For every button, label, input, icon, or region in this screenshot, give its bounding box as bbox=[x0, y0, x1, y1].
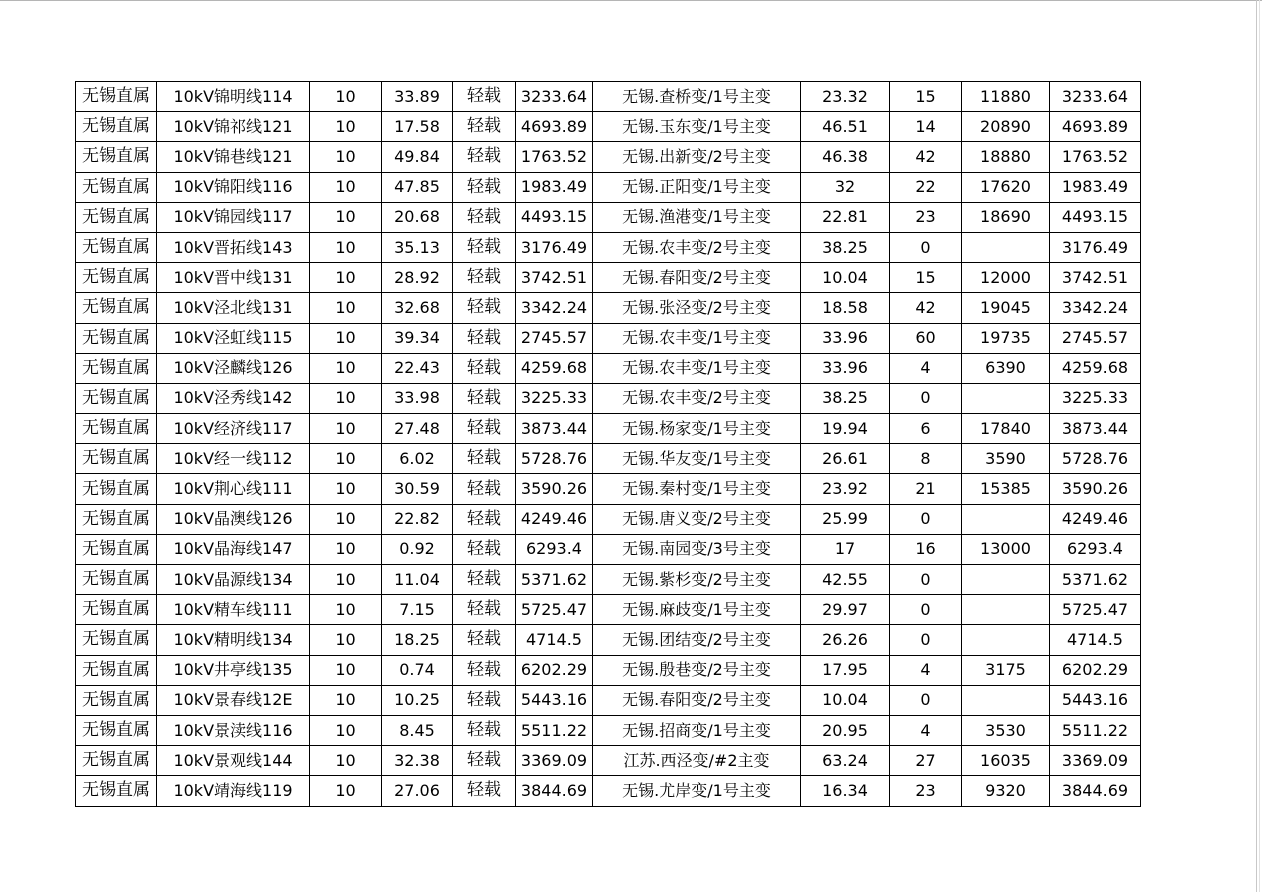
transformer-cell: 无锡.农丰变/2号主变 bbox=[593, 383, 801, 413]
load-status-cell: 轻载 bbox=[453, 142, 516, 172]
transformer-cell: 无锡.渔港变/1号主变 bbox=[593, 202, 801, 232]
transformer-load-cell: 23.92 bbox=[801, 474, 890, 504]
load-rate-cell: 18.25 bbox=[382, 625, 453, 655]
user-capacity-cell: 3175 bbox=[962, 655, 1050, 685]
table-row bbox=[76, 534, 1141, 564]
transformer-load-cell: 25.99 bbox=[801, 504, 890, 534]
feeder-name-cell: 10kV靖海线119 bbox=[157, 776, 310, 806]
load-status-cell: 轻载 bbox=[453, 776, 516, 806]
user-count-cell: 8 bbox=[890, 444, 962, 474]
load-status-cell: 轻载 bbox=[453, 82, 516, 112]
capacity-cell: 5443.16 bbox=[516, 685, 593, 715]
load-status-cell: 轻载 bbox=[453, 232, 516, 262]
load-status-cell: 轻载 bbox=[453, 595, 516, 625]
load-rate-cell: 47.85 bbox=[382, 172, 453, 202]
load-status-cell: 轻载 bbox=[453, 565, 516, 595]
available-capacity-cell: 3225.33 bbox=[1050, 383, 1141, 413]
company-cell: 无锡直属 bbox=[76, 595, 157, 625]
available-capacity-cell: 3369.09 bbox=[1050, 746, 1141, 776]
capacity-cell: 4693.89 bbox=[516, 112, 593, 142]
voltage-cell: 10 bbox=[310, 715, 382, 745]
available-capacity-cell: 3742.51 bbox=[1050, 263, 1141, 293]
table-row bbox=[76, 112, 1141, 142]
available-capacity-cell: 1763.52 bbox=[1050, 142, 1141, 172]
voltage-cell: 10 bbox=[310, 534, 382, 564]
load-rate-cell: 32.68 bbox=[382, 293, 453, 323]
voltage-cell: 10 bbox=[310, 746, 382, 776]
table-row bbox=[76, 172, 1141, 202]
table-row bbox=[76, 565, 1141, 595]
company-cell: 无锡直属 bbox=[76, 715, 157, 745]
voltage-cell: 10 bbox=[310, 504, 382, 534]
available-capacity-cell: 4493.15 bbox=[1050, 202, 1141, 232]
transformer-load-cell: 16.34 bbox=[801, 776, 890, 806]
table-row bbox=[76, 685, 1141, 715]
feeder-name-cell: 10kV锦祁线121 bbox=[157, 112, 310, 142]
capacity-cell: 3225.33 bbox=[516, 383, 593, 413]
user-count-cell: 42 bbox=[890, 142, 962, 172]
load-status-cell: 轻载 bbox=[453, 655, 516, 685]
capacity-cell: 5728.76 bbox=[516, 444, 593, 474]
available-capacity-cell: 3590.26 bbox=[1050, 474, 1141, 504]
user-count-cell: 0 bbox=[890, 504, 962, 534]
voltage-cell: 10 bbox=[310, 414, 382, 444]
transformer-cell: 无锡.正阳变/1号主变 bbox=[593, 172, 801, 202]
user-count-cell: 0 bbox=[890, 383, 962, 413]
capacity-cell: 2745.57 bbox=[516, 323, 593, 353]
load-status-cell: 轻载 bbox=[453, 323, 516, 353]
load-rate-cell: 49.84 bbox=[382, 142, 453, 172]
user-count-cell: 0 bbox=[890, 685, 962, 715]
feeder-name-cell: 10kV泾虹线115 bbox=[157, 323, 310, 353]
transformer-cell: 无锡.团结变/2号主变 bbox=[593, 625, 801, 655]
load-status-cell: 轻载 bbox=[453, 353, 516, 383]
available-capacity-cell: 1983.49 bbox=[1050, 172, 1141, 202]
load-status-cell: 轻载 bbox=[453, 293, 516, 323]
user-capacity-cell: 6390 bbox=[962, 353, 1050, 383]
table-row bbox=[76, 82, 1141, 112]
available-capacity-cell: 3873.44 bbox=[1050, 414, 1141, 444]
user-capacity-cell: 3530 bbox=[962, 715, 1050, 745]
user-count-cell: 4 bbox=[890, 715, 962, 745]
transformer-load-cell: 26.26 bbox=[801, 625, 890, 655]
load-rate-cell: 0.74 bbox=[382, 655, 453, 685]
transformer-cell: 无锡.麻歧变/1号主变 bbox=[593, 595, 801, 625]
available-capacity-cell: 5371.62 bbox=[1050, 565, 1141, 595]
user-capacity-cell: 3590 bbox=[962, 444, 1050, 474]
company-cell: 无锡直属 bbox=[76, 293, 157, 323]
load-status-cell: 轻载 bbox=[453, 746, 516, 776]
capacity-cell: 6293.4 bbox=[516, 534, 593, 564]
voltage-cell: 10 bbox=[310, 655, 382, 685]
transformer-cell: 无锡.春阳变/2号主变 bbox=[593, 263, 801, 293]
available-capacity-cell: 5725.47 bbox=[1050, 595, 1141, 625]
table-row bbox=[76, 504, 1141, 534]
company-cell: 无锡直属 bbox=[76, 112, 157, 142]
available-capacity-cell: 4693.89 bbox=[1050, 112, 1141, 142]
user-count-cell: 4 bbox=[890, 353, 962, 383]
transformer-load-cell: 26.61 bbox=[801, 444, 890, 474]
load-status-cell: 轻载 bbox=[453, 263, 516, 293]
user-capacity-cell bbox=[962, 565, 1050, 595]
load-status-cell: 轻载 bbox=[453, 383, 516, 413]
table-row bbox=[76, 715, 1141, 745]
transformer-load-cell: 46.38 bbox=[801, 142, 890, 172]
feeder-name-cell: 10kV荆心线111 bbox=[157, 474, 310, 504]
transformer-cell: 无锡.查桥变/1号主变 bbox=[593, 82, 801, 112]
load-rate-cell: 6.02 bbox=[382, 444, 453, 474]
company-cell: 无锡直属 bbox=[76, 263, 157, 293]
capacity-cell: 5511.22 bbox=[516, 715, 593, 745]
user-capacity-cell: 9320 bbox=[962, 776, 1050, 806]
transformer-cell: 无锡.农丰变/2号主变 bbox=[593, 232, 801, 262]
page-right-edge bbox=[1256, 0, 1257, 892]
table-row bbox=[76, 293, 1141, 323]
load-rate-cell: 27.48 bbox=[382, 414, 453, 444]
page-right-edge-shadow bbox=[1259, 0, 1260, 892]
table-row bbox=[76, 595, 1141, 625]
load-rate-cell: 22.82 bbox=[382, 504, 453, 534]
company-cell: 无锡直属 bbox=[76, 746, 157, 776]
transformer-load-cell: 33.96 bbox=[801, 323, 890, 353]
load-rate-cell: 0.92 bbox=[382, 534, 453, 564]
transformer-cell: 无锡.紫杉变/2号主变 bbox=[593, 565, 801, 595]
company-cell: 无锡直属 bbox=[76, 323, 157, 353]
transformer-load-cell: 10.04 bbox=[801, 685, 890, 715]
transformer-load-cell: 17 bbox=[801, 534, 890, 564]
company-cell: 无锡直属 bbox=[76, 504, 157, 534]
user-capacity-cell bbox=[962, 685, 1050, 715]
transformer-cell: 无锡.招商变/1号主变 bbox=[593, 715, 801, 745]
load-rate-cell: 32.38 bbox=[382, 746, 453, 776]
table-row bbox=[76, 474, 1141, 504]
user-capacity-cell bbox=[962, 625, 1050, 655]
transformer-cell: 无锡.殷巷变/2号主变 bbox=[593, 655, 801, 685]
available-capacity-cell: 3844.69 bbox=[1050, 776, 1141, 806]
voltage-cell: 10 bbox=[310, 776, 382, 806]
user-count-cell: 0 bbox=[890, 595, 962, 625]
load-status-cell: 轻载 bbox=[453, 625, 516, 655]
user-capacity-cell bbox=[962, 232, 1050, 262]
table-row bbox=[76, 776, 1141, 806]
feeder-name-cell: 10kV锦园线117 bbox=[157, 202, 310, 232]
available-capacity-cell: 6202.29 bbox=[1050, 655, 1141, 685]
feeder-name-cell: 10kV景春线12E bbox=[157, 685, 310, 715]
user-count-cell: 0 bbox=[890, 565, 962, 595]
table-row bbox=[76, 383, 1141, 413]
company-cell: 无锡直属 bbox=[76, 474, 157, 504]
user-capacity-cell: 16035 bbox=[962, 746, 1050, 776]
table-row bbox=[76, 202, 1141, 232]
feeder-name-cell: 10kV晶海线147 bbox=[157, 534, 310, 564]
voltage-cell: 10 bbox=[310, 685, 382, 715]
load-status-cell: 轻载 bbox=[453, 685, 516, 715]
load-status-cell: 轻载 bbox=[453, 474, 516, 504]
capacity-cell: 1983.49 bbox=[516, 172, 593, 202]
voltage-cell: 10 bbox=[310, 474, 382, 504]
capacity-cell: 4714.5 bbox=[516, 625, 593, 655]
capacity-cell: 3233.64 bbox=[516, 82, 593, 112]
available-capacity-cell: 5728.76 bbox=[1050, 444, 1141, 474]
feeder-name-cell: 10kV精车线111 bbox=[157, 595, 310, 625]
transformer-load-cell: 18.58 bbox=[801, 293, 890, 323]
user-count-cell: 22 bbox=[890, 172, 962, 202]
user-count-cell: 15 bbox=[890, 263, 962, 293]
table-row bbox=[76, 444, 1141, 474]
load-status-cell: 轻载 bbox=[453, 534, 516, 564]
transformer-load-cell: 22.81 bbox=[801, 202, 890, 232]
load-rate-cell: 7.15 bbox=[382, 595, 453, 625]
user-count-cell: 23 bbox=[890, 202, 962, 232]
user-count-cell: 16 bbox=[890, 534, 962, 564]
capacity-cell: 1763.52 bbox=[516, 142, 593, 172]
available-capacity-cell: 2745.57 bbox=[1050, 323, 1141, 353]
user-count-cell: 4 bbox=[890, 655, 962, 685]
feeder-name-cell: 10kV泾秀线142 bbox=[157, 383, 310, 413]
voltage-cell: 10 bbox=[310, 142, 382, 172]
transformer-cell: 无锡.唐义变/2号主变 bbox=[593, 504, 801, 534]
transformer-load-cell: 33.96 bbox=[801, 353, 890, 383]
available-capacity-cell: 6293.4 bbox=[1050, 534, 1141, 564]
user-capacity-cell: 17840 bbox=[962, 414, 1050, 444]
feeder-name-cell: 10kV晋拓线143 bbox=[157, 232, 310, 262]
company-cell: 无锡直属 bbox=[76, 534, 157, 564]
table-row bbox=[76, 414, 1141, 444]
table-row bbox=[76, 323, 1141, 353]
voltage-cell: 10 bbox=[310, 112, 382, 142]
feeder-name-cell: 10kV晶源线134 bbox=[157, 565, 310, 595]
user-capacity-cell bbox=[962, 595, 1050, 625]
feeder-name-cell: 10kV锦阳线116 bbox=[157, 172, 310, 202]
user-capacity-cell: 20890 bbox=[962, 112, 1050, 142]
company-cell: 无锡直属 bbox=[76, 414, 157, 444]
user-count-cell: 15 bbox=[890, 82, 962, 112]
user-count-cell: 6 bbox=[890, 414, 962, 444]
feeder-name-cell: 10kV经济线117 bbox=[157, 414, 310, 444]
load-rate-cell: 27.06 bbox=[382, 776, 453, 806]
load-rate-cell: 10.25 bbox=[382, 685, 453, 715]
available-capacity-cell: 3176.49 bbox=[1050, 232, 1141, 262]
table-body bbox=[76, 82, 1141, 807]
capacity-cell: 3176.49 bbox=[516, 232, 593, 262]
user-count-cell: 23 bbox=[890, 776, 962, 806]
page-top-edge bbox=[0, 0, 1262, 1]
company-cell: 无锡直属 bbox=[76, 202, 157, 232]
transformer-load-cell: 17.95 bbox=[801, 655, 890, 685]
load-status-cell: 轻载 bbox=[453, 202, 516, 232]
feeder-name-cell: 10kV景观线144 bbox=[157, 746, 310, 776]
transformer-load-cell: 46.51 bbox=[801, 112, 890, 142]
available-capacity-cell: 3233.64 bbox=[1050, 82, 1141, 112]
user-capacity-cell: 18880 bbox=[962, 142, 1050, 172]
company-cell: 无锡直属 bbox=[76, 565, 157, 595]
feeder-name-cell: 10kV景渎线116 bbox=[157, 715, 310, 745]
transformer-cell: 无锡.南园变/3号主变 bbox=[593, 534, 801, 564]
user-capacity-cell bbox=[962, 383, 1050, 413]
table-row bbox=[76, 353, 1141, 383]
capacity-cell: 3742.51 bbox=[516, 263, 593, 293]
user-count-cell: 21 bbox=[890, 474, 962, 504]
transformer-load-cell: 38.25 bbox=[801, 383, 890, 413]
voltage-cell: 10 bbox=[310, 353, 382, 383]
table-row bbox=[76, 746, 1141, 776]
user-count-cell: 27 bbox=[890, 746, 962, 776]
load-status-cell: 轻载 bbox=[453, 444, 516, 474]
voltage-cell: 10 bbox=[310, 565, 382, 595]
feeder-name-cell: 10kV精明线134 bbox=[157, 625, 310, 655]
capacity-cell: 4249.46 bbox=[516, 504, 593, 534]
company-cell: 无锡直属 bbox=[76, 625, 157, 655]
transformer-cell: 无锡.华友变/1号主变 bbox=[593, 444, 801, 474]
load-rate-cell: 8.45 bbox=[382, 715, 453, 745]
user-count-cell: 60 bbox=[890, 323, 962, 353]
transformer-load-cell: 20.95 bbox=[801, 715, 890, 745]
voltage-cell: 10 bbox=[310, 383, 382, 413]
user-capacity-cell: 17620 bbox=[962, 172, 1050, 202]
feeder-load-table bbox=[75, 81, 1141, 807]
user-capacity-cell: 18690 bbox=[962, 202, 1050, 232]
transformer-load-cell: 42.55 bbox=[801, 565, 890, 595]
load-rate-cell: 33.89 bbox=[382, 82, 453, 112]
transformer-cell: 无锡.秦村变/1号主变 bbox=[593, 474, 801, 504]
load-rate-cell: 11.04 bbox=[382, 565, 453, 595]
company-cell: 无锡直属 bbox=[76, 685, 157, 715]
transformer-cell: 无锡.春阳变/2号主变 bbox=[593, 685, 801, 715]
user-capacity-cell bbox=[962, 504, 1050, 534]
capacity-cell: 6202.29 bbox=[516, 655, 593, 685]
transformer-cell: 无锡.玉东变/1号主变 bbox=[593, 112, 801, 142]
company-cell: 无锡直属 bbox=[76, 142, 157, 172]
load-status-cell: 轻载 bbox=[453, 715, 516, 745]
user-capacity-cell: 13000 bbox=[962, 534, 1050, 564]
transformer-load-cell: 10.04 bbox=[801, 263, 890, 293]
company-cell: 无锡直属 bbox=[76, 82, 157, 112]
capacity-cell: 3844.69 bbox=[516, 776, 593, 806]
transformer-load-cell: 32 bbox=[801, 172, 890, 202]
table-row bbox=[76, 625, 1141, 655]
transformer-cell: 无锡.出新变/2号主变 bbox=[593, 142, 801, 172]
capacity-cell: 3369.09 bbox=[516, 746, 593, 776]
voltage-cell: 10 bbox=[310, 323, 382, 353]
capacity-cell: 3590.26 bbox=[516, 474, 593, 504]
capacity-cell: 4493.15 bbox=[516, 202, 593, 232]
company-cell: 无锡直属 bbox=[76, 232, 157, 262]
user-capacity-cell: 19735 bbox=[962, 323, 1050, 353]
table-row bbox=[76, 232, 1141, 262]
transformer-cell: 无锡.农丰变/1号主变 bbox=[593, 353, 801, 383]
available-capacity-cell: 5443.16 bbox=[1050, 685, 1141, 715]
table-row bbox=[76, 142, 1141, 172]
company-cell: 无锡直属 bbox=[76, 444, 157, 474]
table-row bbox=[76, 655, 1141, 685]
transformer-load-cell: 38.25 bbox=[801, 232, 890, 262]
company-cell: 无锡直属 bbox=[76, 655, 157, 685]
voltage-cell: 10 bbox=[310, 595, 382, 625]
load-rate-cell: 22.43 bbox=[382, 353, 453, 383]
voltage-cell: 10 bbox=[310, 263, 382, 293]
capacity-cell: 3873.44 bbox=[516, 414, 593, 444]
feeder-name-cell: 10kV晋中线131 bbox=[157, 263, 310, 293]
load-rate-cell: 30.59 bbox=[382, 474, 453, 504]
load-status-cell: 轻载 bbox=[453, 112, 516, 142]
voltage-cell: 10 bbox=[310, 444, 382, 474]
feeder-name-cell: 10kV泾麟线126 bbox=[157, 353, 310, 383]
user-capacity-cell: 19045 bbox=[962, 293, 1050, 323]
user-capacity-cell: 11880 bbox=[962, 82, 1050, 112]
load-rate-cell: 33.98 bbox=[382, 383, 453, 413]
table-row bbox=[76, 263, 1141, 293]
company-cell: 无锡直属 bbox=[76, 353, 157, 383]
company-cell: 无锡直属 bbox=[76, 383, 157, 413]
transformer-cell: 无锡.农丰变/1号主变 bbox=[593, 323, 801, 353]
available-capacity-cell: 4249.46 bbox=[1050, 504, 1141, 534]
user-count-cell: 42 bbox=[890, 293, 962, 323]
capacity-cell: 5371.62 bbox=[516, 565, 593, 595]
user-count-cell: 0 bbox=[890, 232, 962, 262]
transformer-cell: 江苏.西泾变/#2主变 bbox=[593, 746, 801, 776]
transformer-cell: 无锡.尤岸变/1号主变 bbox=[593, 776, 801, 806]
company-cell: 无锡直属 bbox=[76, 776, 157, 806]
voltage-cell: 10 bbox=[310, 82, 382, 112]
voltage-cell: 10 bbox=[310, 232, 382, 262]
available-capacity-cell: 5511.22 bbox=[1050, 715, 1141, 745]
user-capacity-cell: 15385 bbox=[962, 474, 1050, 504]
load-rate-cell: 39.34 bbox=[382, 323, 453, 353]
voltage-cell: 10 bbox=[310, 172, 382, 202]
transformer-load-cell: 19.94 bbox=[801, 414, 890, 444]
load-rate-cell: 28.92 bbox=[382, 263, 453, 293]
voltage-cell: 10 bbox=[310, 293, 382, 323]
transformer-load-cell: 23.32 bbox=[801, 82, 890, 112]
capacity-cell: 3342.24 bbox=[516, 293, 593, 323]
load-status-cell: 轻载 bbox=[453, 504, 516, 534]
feeder-name-cell: 10kV经一线112 bbox=[157, 444, 310, 474]
load-rate-cell: 20.68 bbox=[382, 202, 453, 232]
available-capacity-cell: 4714.5 bbox=[1050, 625, 1141, 655]
capacity-cell: 5725.47 bbox=[516, 595, 593, 625]
available-capacity-cell: 4259.68 bbox=[1050, 353, 1141, 383]
voltage-cell: 10 bbox=[310, 625, 382, 655]
feeder-name-cell: 10kV晶澳线126 bbox=[157, 504, 310, 534]
load-rate-cell: 17.58 bbox=[382, 112, 453, 142]
user-capacity-cell: 12000 bbox=[962, 263, 1050, 293]
transformer-load-cell: 29.97 bbox=[801, 595, 890, 625]
available-capacity-cell: 3342.24 bbox=[1050, 293, 1141, 323]
transformer-load-cell: 63.24 bbox=[801, 746, 890, 776]
transformer-cell: 无锡.杨家变/1号主变 bbox=[593, 414, 801, 444]
load-rate-cell: 35.13 bbox=[382, 232, 453, 262]
feeder-name-cell: 10kV锦巷线121 bbox=[157, 142, 310, 172]
load-status-cell: 轻载 bbox=[453, 414, 516, 444]
user-count-cell: 14 bbox=[890, 112, 962, 142]
feeder-name-cell: 10kV井亭线135 bbox=[157, 655, 310, 685]
feeder-name-cell: 10kV泾北线131 bbox=[157, 293, 310, 323]
load-status-cell: 轻载 bbox=[453, 172, 516, 202]
company-cell: 无锡直属 bbox=[76, 172, 157, 202]
feeder-name-cell: 10kV锦明线114 bbox=[157, 82, 310, 112]
capacity-cell: 4259.68 bbox=[516, 353, 593, 383]
voltage-cell: 10 bbox=[310, 202, 382, 232]
transformer-cell: 无锡.张泾变/2号主变 bbox=[593, 293, 801, 323]
user-count-cell: 0 bbox=[890, 625, 962, 655]
